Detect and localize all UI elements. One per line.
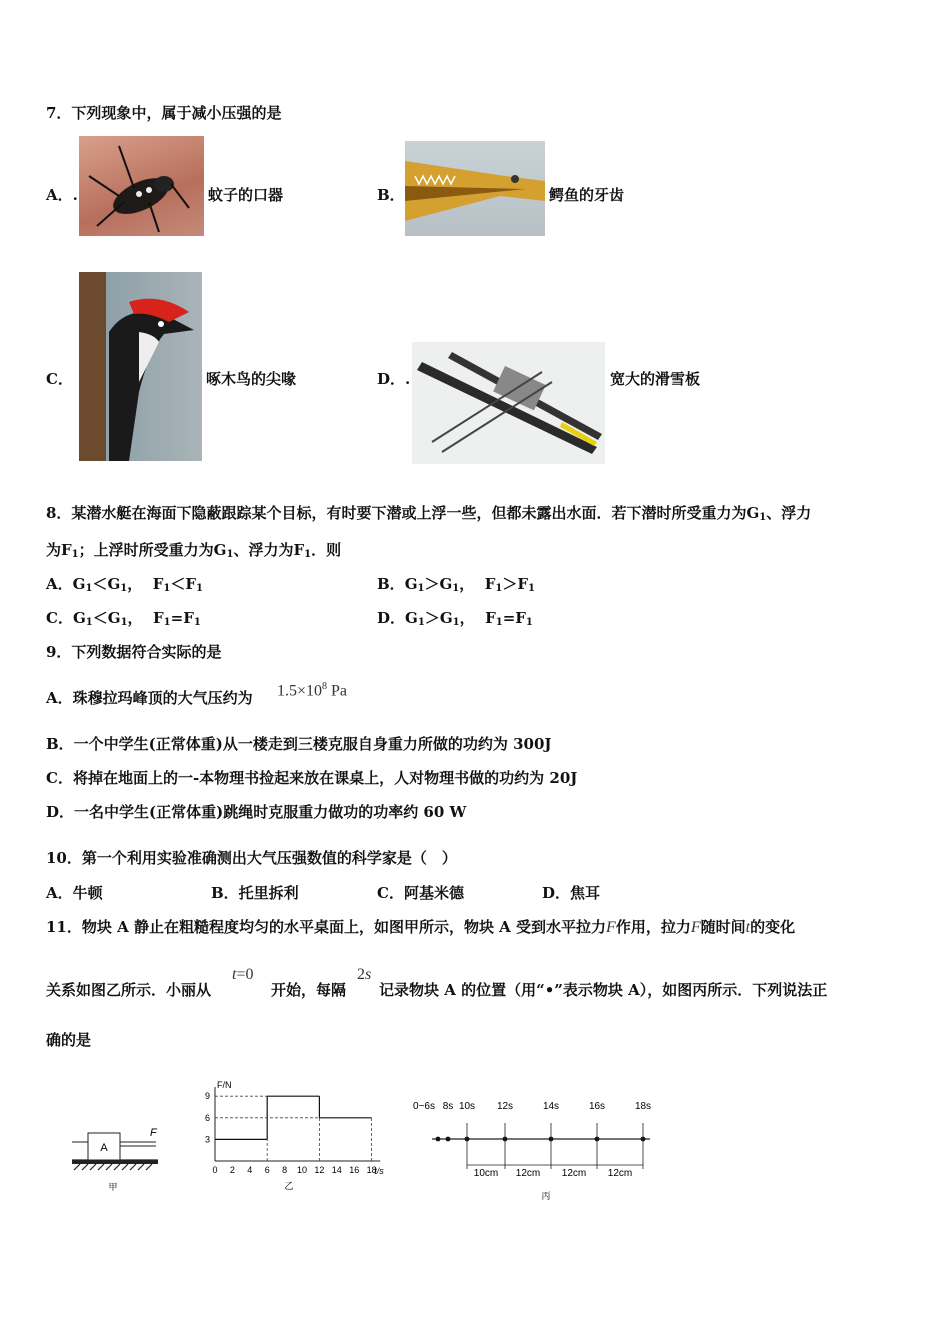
position-dot [446,1137,451,1142]
figure-yi-chart [193,1078,388,1193]
figure-jia [68,1120,168,1195]
q9-option-a-value: $1.5\times 10^8$ Pa [277,681,348,700]
q9-stem: 9．下列数据符合实际的是 [46,643,222,661]
y-tick-label: 6 [204,1112,210,1123]
time-label: 14s [542,1101,560,1112]
figure-bing [410,1093,660,1203]
x-tick-label: 12 [314,1165,325,1175]
x-tick-label: 0 [212,1165,218,1175]
q10-option-d: D．焦耳 [542,884,601,902]
time-label: 12s [496,1101,514,1112]
q8-option-a: A．$G_1<G_1$， $F_1<F_1$ [46,575,203,594]
caption-yi: 乙 [284,1181,294,1191]
q11-two-seconds: 2s [357,966,372,983]
x-tick-label: 14 [331,1165,342,1175]
q10-option-a: A．牛顿 [46,884,103,902]
q7-option-b-label: B． [377,186,405,204]
x-tick-label: 8 [282,1165,288,1175]
crocodile-image [405,141,545,236]
time-label: 0~6s [413,1101,435,1112]
caption-bing: 丙 [541,1191,551,1201]
q10-stem: 10．第一个利用实验准确测出大气压强数值的科学家是（ ） [46,849,457,867]
q7-option-c-label: C． [46,370,73,388]
distance-label: 10cm [473,1168,499,1179]
x-tick-label: 10 [296,1165,308,1175]
q7-option-a-text: 蚊子的口器 [208,186,284,204]
time-label: 8s [442,1101,454,1112]
q8-option-b: B．$G_1>G_1$， $F_1>F_1$ [377,575,535,594]
distance-label: 12cm [607,1168,633,1179]
q9-option-d: D．一名中学生(正常体重)跳绳时克服重力做功的功率约 60 W [46,803,467,821]
y-axis-label: F/N [217,1080,232,1090]
time-label: 18s [634,1101,652,1112]
q9-option-a: A．珠穆拉玛峰顶的大气压约为 [46,689,253,707]
block-a-label: A [100,1142,108,1154]
q8-option-c: C．$G_1<G_1$， $F_1=F_1$ [46,609,201,628]
q9-option-b: B．一个中学生(正常体重)从一楼走到三楼克服自身重力所做的功约为 300J [46,735,552,753]
distance-label: 12cm [561,1168,587,1179]
distance-label: 12cm [515,1168,541,1179]
x-tick-label: 18 [366,1165,377,1175]
q8-line2: 为$F_1$；上浮时所受重力为$G_1$、浮力为$F_1$．则 [46,541,342,560]
time-label: 10s [458,1101,476,1112]
q10-option-c: C．阿基米德 [377,884,464,902]
q8-line1: 8．某潜水艇在海面下隐蔽跟踪某个目标，有时要下潜或上浮一些，但都未露出水面．若下潜时所受重力为$G_1$、浮力 [46,504,812,523]
q7-option-d-text: 宽大的滑雪板 [610,370,701,388]
q11-line1: 11．物块 A 静止在粗糙程度均匀的水平桌面上，如图甲所示，物块 A 受到水平拉力F作用，拉力F随时间t的变化 [46,918,796,936]
x-axis-label: t/s [374,1166,384,1176]
q7-option-b-text: 鳄鱼的牙齿 [549,186,625,204]
x-tick-label: 6 [264,1165,270,1175]
q7-option-a-label: A．. [46,186,78,204]
q11-line3: 确的是 [46,1031,92,1049]
position-dot [436,1137,441,1142]
caption-jia: 甲 [108,1182,118,1192]
y-tick-label: 3 [204,1134,210,1145]
q7-option-d-label: D．. [377,370,411,388]
q7-option-c-text: 啄木鸟的尖喙 [206,370,297,388]
x-tick-label: 4 [247,1165,253,1175]
mosquito-image [79,136,204,236]
q11-t-equals-zero: t=0 [232,966,254,983]
q9-option-c: C．将掉在地面上的一-本物理书捡起来放在课桌上，人对物理书做的功约为 20J [46,769,578,787]
y-tick-label: 9 [204,1091,210,1102]
force-label: F [150,1127,157,1139]
q8-option-d: D．$G_1>G_1$， $F_1=F_1$ [377,609,533,628]
q11-every: 开始，每隔 [271,981,347,999]
q11-line2-end: 记录物块 A 的位置（用“•”表示物块 A），如图丙所示．下列说法正 [379,981,828,999]
x-tick-label: 16 [349,1165,360,1175]
q7-stem: 7．下列现象中，属于减小压强的是 [46,104,282,122]
time-label: 16s [588,1101,606,1112]
q11-line2: 关系如图乙所示．小丽从 [46,981,212,999]
woodpecker-image [79,272,202,461]
x-tick-label: 2 [229,1165,235,1175]
q10-option-b: B．托里拆利 [211,884,299,902]
ski-image [412,342,605,464]
